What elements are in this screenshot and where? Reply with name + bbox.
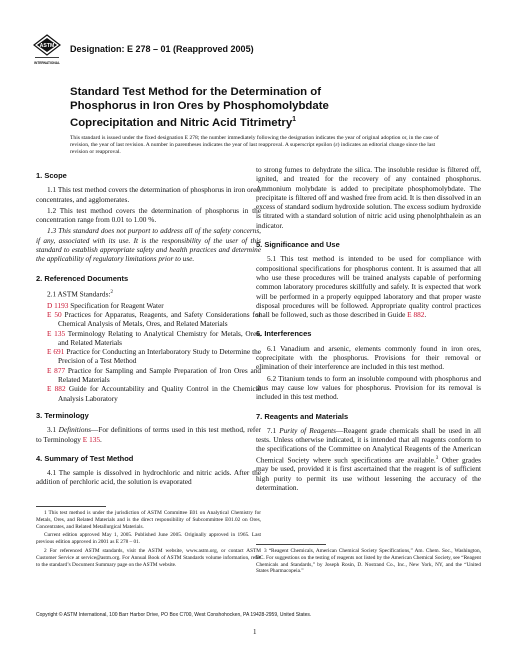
designation: Designation: E 278 – 01 (Reapproved 2005) <box>70 44 254 54</box>
section-heading-scope: 1. Scope <box>36 171 67 180</box>
right-column <box>256 165 481 494</box>
interferences-6-2: 6.2 Titanium tends to form an insoluble compound with phosphorus and thus may cause low values for phosphorus. Provision for its removal is included in this test method. <box>256 373 481 402</box>
reference-title: Terminology Relating to Analytical Chemistry for Metals, Ores, and Related Materials <box>58 328 261 347</box>
section-heading-terminology: 3. Terminology <box>36 410 89 420</box>
footnote-marker-3: 3 <box>435 455 439 461</box>
terminology-end: . <box>100 434 102 444</box>
reagents-text-cont: Other grades may be used, provided it is first ascertained that the reagent is of sufficient high purity to permit its use without lessening the accuracy of the determination. <box>256 455 481 493</box>
reference-code-link[interactable]: E 50 <box>47 309 62 319</box>
reference-title: Specification for Reagent Water <box>70 300 164 310</box>
section-heading-references: 2. Referenced Documents <box>36 273 129 283</box>
title-line-1: Standard Test Method for the Determination of <box>70 86 322 98</box>
scope-1-2: 1.2 This test method covers the determination of phosphorus in the concentration range from 0.01 to 1.00 %. <box>36 205 261 225</box>
footnotes-left <box>36 510 261 570</box>
significance-5-1 <box>256 254 481 319</box>
footnote-2: 2 For referenced ASTM standards, visit the ASTM website, www.astm.org, or contact ASTM Customer Service at service@astm.org. For Annual Book of ASTM Standards volume information, refer to the standard’s Document Summary page on the ASTM website. <box>36 547 261 568</box>
reagents-number: 7.1 <box>267 425 280 435</box>
left-column <box>36 171 261 489</box>
significance-text: 5.1 This test method is intended to be used for compliance with compositional specifications for phosphorus content. It is assumed that all who use these procedures will be trained analysts capable of performing common laboratory procedures skillfully and safely. It is expected that work will be performed in a properly equipped laboratory and that proper waste disposal procedures will be followed. Appropriate quality control practices shall be followed, such as those described in Guide <box>256 254 481 320</box>
reference-item <box>36 301 261 310</box>
terminology-number: 3.1 <box>47 425 59 435</box>
reference-item <box>36 347 261 366</box>
reference-code-link[interactable]: E 135 <box>47 328 66 338</box>
footnote-rule-right <box>256 544 326 545</box>
scope-1-1: 1.1 This test method covers the determination of phosphorus in iron ores, concentrates, and agglomerates. <box>36 185 261 204</box>
reference-item <box>36 310 261 329</box>
svg-text:INTERNATIONAL: INTERNATIONAL <box>34 61 60 65</box>
terminology-text: —For definitions of terms used in this test method, refer to Terminology <box>36 425 261 444</box>
svg-text:ASTM: ASTM <box>39 43 55 50</box>
summary-4-1: 4.1 The sample is dissolved in hydrochloric and nitric acids. After the addition of perchloric acid, the solution is evaporated <box>36 468 261 487</box>
footnote-1-edition: Current edition approved May 1, 2005. Published June 2005. Originally approved in 1965. Last previous edition approved in 2001 as E 278 – 01. <box>36 532 261 546</box>
section-heading-reagents: 7. Reagents and Materials <box>256 411 349 421</box>
footnote-marker-2: 2 <box>110 289 113 295</box>
significance-end: . <box>424 310 427 320</box>
reference-code-link[interactable]: E 882 <box>47 384 66 394</box>
reference-title: Practice for Sampling and Sample Preparation of Iron Ores and Related Materials <box>58 365 261 385</box>
reference-item <box>36 366 261 385</box>
link-e135[interactable]: E 135 <box>82 434 101 444</box>
title-footnote-marker: 1 <box>292 116 297 123</box>
reference-code-link[interactable]: D 1193 <box>47 300 69 310</box>
reference-list <box>36 301 261 403</box>
section-heading-interferences: 6. Interferences <box>256 329 312 339</box>
title-line-2: Phosphorus in Iron Ores by Phosphomolybdate <box>70 99 329 112</box>
reference-item <box>36 329 261 348</box>
astm-logo <box>33 34 61 72</box>
reference-item <box>36 384 261 403</box>
footnote-rule-left <box>36 506 106 507</box>
link-e882-significance[interactable]: E 882 <box>407 310 425 320</box>
interferences-6-1: 6.1 Vanadium and arsenic, elements commonly found in iron ores, coprecipitate with the phosphorus. Provisions for their removal or elimination of their interference are included in this test method. <box>256 343 481 372</box>
title-line-3-text: Coprecipitation and Nitric Acid Titrimetry <box>70 116 293 129</box>
section-heading-summary: 4. Summary of Test Method <box>36 453 134 463</box>
document-title <box>70 86 460 130</box>
terminology-term: Definitions <box>58 425 91 435</box>
footnote-1: 1 This test method is under the jurisdiction of ASTM Committee E01 on Analytical Chemistry for Metals, Ores, and Related Materials and is the direct responsibility of Subcommittee E01.02 on Ores, Concentrates, and Related Metallurgical Materials. <box>36 510 261 530</box>
scope-1-3: 1.3 This standard does not purport to address all of the safety concerns, if any, associated with its use. It is the responsibility of the user of this standard to establish appropriate safety and health practices and determine the applicability of regulatory limitations prior to use. <box>36 226 261 264</box>
copyright: Copyright © ASTM International, 100 Barr Harbor Drive, PO Box C700, West Conshohocken, PA 19428-2959, United States. <box>36 612 312 618</box>
reagents-text: —Reagent grade chemicals shall be used in all tests. Unless otherwise indicated, it is intended that all reagents conform to the specifications of the Committee on Analytical Reagents of the American Chemical Society where such specifications are available. <box>256 425 482 465</box>
section-heading-significance: 5. Significance and Use <box>256 240 340 250</box>
summary-continued: to strong fumes to dehydrate the silica. The insoluble residue is filtered off, ignited, and treated for the recovery of any contained phosphorus. Ammonium molybdate is added to precipitate phosphomolybdate. The precipitate is filtered off and washed free from acid. It is then dissolved in an excess of standard sodium hydroxide solution. The excess sodium hydroxide is titrated with a standard solution of nitric acid using phenolphthalein as an indicator. <box>256 165 481 230</box>
reagents-term: Purity of Reagents <box>279 425 336 435</box>
terminology-3-1 <box>36 425 261 444</box>
reagents-7-1 <box>256 426 481 493</box>
footnotes-right <box>256 548 481 577</box>
astm-standards-label: 2.1 ASTM Standards: <box>47 289 111 299</box>
footnote-3: 3 “Reagent Chemicals, American Chemical Society Specifications,” Am. Chem. Soc., Washington, DC. For suggestions on the testing of reagents not listed by the American Chemical Society, see “Reagent Chemicals and Standards,” by Joseph Rosin, D. Nostrand Co., Inc., New York, NY, and the “United States Pharmacopeia.” <box>256 548 481 575</box>
reference-title: Practices for Apparatus, Reagents, and Safety Considerations for Chemical Analysis of Metals, Ores, and Related Materials <box>58 309 261 329</box>
reference-title: Practice for Conducting an Interlaboratory Study to Determine the Precision of a Test Method <box>58 347 262 366</box>
page-number: 1 <box>253 628 257 636</box>
standard-notice: This standard is issued under the fixed designation E 278; the number immediately following the designation indicates the year of original adoption or, in the case of revision, the year of last revision. A number in parentheses indicates the year of last reapproval. A superscript epsilon (ε) indicates an editorial change since the last revision or reapproval. <box>70 135 439 156</box>
reference-code-link[interactable]: E 691 <box>47 347 65 357</box>
title-line-3 <box>70 113 460 130</box>
astm-standards-intro <box>36 288 261 299</box>
reference-title: Guide for Accountability and Quality Control in the Chemical Analysis Laboratory <box>58 384 261 403</box>
reference-code-link[interactable]: E 877 <box>47 365 66 375</box>
